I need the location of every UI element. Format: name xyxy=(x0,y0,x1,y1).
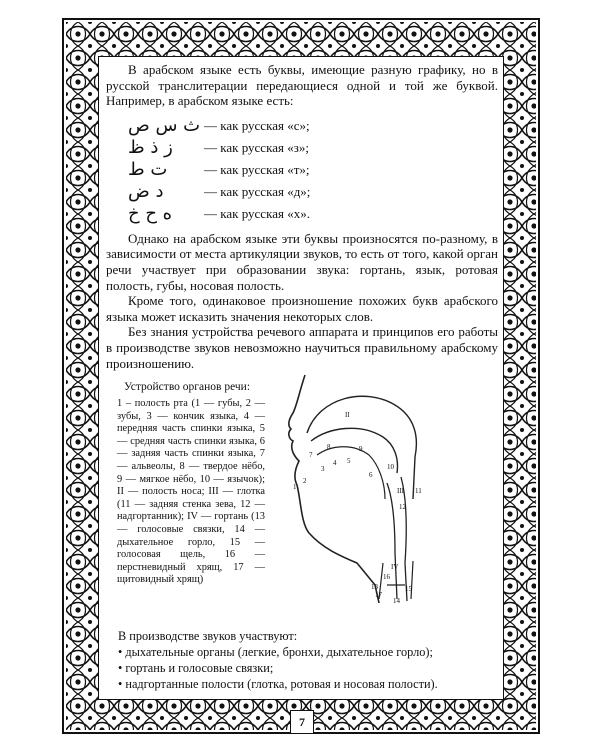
label-15: 15 xyxy=(405,585,412,593)
arabic-letters: ت ط xyxy=(128,159,168,181)
speech-organs-diagram xyxy=(283,373,453,608)
label-7: 7 xyxy=(309,451,313,459)
label-4: 4 xyxy=(333,459,337,467)
letter-row xyxy=(128,115,498,137)
bottom-list xyxy=(118,628,438,692)
oral-cavity-line xyxy=(317,447,385,499)
pharynx-back xyxy=(401,477,407,601)
label-12: 12 xyxy=(399,503,406,511)
row-text: — как русская «д»; xyxy=(204,183,311,199)
label-13: 13 xyxy=(371,583,378,591)
list-item: • гортань и голосовые связки; xyxy=(118,661,274,675)
diagram-title: Устройство органов речи: xyxy=(124,381,251,393)
diagram-legend: 1 – полость рта (1 — губы, 2 — зубы, 3 — кончик языка, 4 — передняя часть спинки языка, 5 — средняя часть спинки языка, 6 — задняя часть спинки языка, 7 — альвеолы, 8 — твердое нёбо, 9 — мягкое нёбо, 10 — язычок); II — полость носа; III — глотка (11 — задняя стенка зева, 12 — надгортанник); IV — гортань (13 — голосовые связки, 14 — дыхательное горло, 15 — голосовая щель, 16 — перстневидный хрящ, 17 — щитовидный хрящ) xyxy=(117,398,265,586)
row-text: — как русская «с»; xyxy=(204,117,310,133)
pharynx-front xyxy=(387,483,397,599)
label-2: 2 xyxy=(303,477,307,485)
label-II: II xyxy=(345,411,350,419)
label-3: 3 xyxy=(321,465,325,473)
arabic-letters: ه ح خ xyxy=(128,203,173,225)
row-text: — как русская «т»; xyxy=(204,161,310,177)
letter-row xyxy=(128,181,498,203)
label-9: 9 xyxy=(359,445,363,453)
label-14: 14 xyxy=(393,597,400,605)
label-IV: IV xyxy=(391,563,399,571)
speech-organs-svg xyxy=(283,373,453,608)
label-III: III xyxy=(397,487,404,495)
profile-outline xyxy=(289,375,379,603)
label-16: 16 xyxy=(383,573,390,581)
label-10: 10 xyxy=(387,463,394,471)
label-17: 17 xyxy=(375,591,382,599)
list-intro: В производстве звуков участвуют: xyxy=(118,629,298,643)
letter-row xyxy=(128,159,498,181)
label-8: 8 xyxy=(327,443,331,451)
label-11: 11 xyxy=(415,487,422,495)
row-text: — как русская «х». xyxy=(204,205,310,221)
label-5: 5 xyxy=(347,457,351,465)
paragraph: Кроме того, одинаковое произношение похожих букв арабского языка может исказить значения некоторых слов. xyxy=(106,293,498,324)
row-text: — как русская «з»; xyxy=(204,139,309,155)
page-number: 7 xyxy=(290,710,314,734)
letter-row xyxy=(128,137,498,159)
arabic-letters: د ض xyxy=(128,181,164,203)
letter-row xyxy=(128,203,498,225)
main-text xyxy=(106,62,498,371)
paragraph: Без знания устройства речевого аппарата и принципов его работы в производстве звуков невозможно научиться правильному арабскому произношению. xyxy=(106,324,498,371)
letter-table xyxy=(128,115,498,225)
arabic-letters: ث س ص xyxy=(128,115,201,137)
paragraph: Однако на арабском языке эти буквы произносятся по-разному, в зависимости от места артикуляции звуков, то есть от того, какой орган речи участвует при образовании звука: гортань, язык, ротовая полость, губы, носовая полость. xyxy=(106,230,498,293)
intro-paragraph: В арабском языке есть буквы, имеющие разную графику, но в русской транслитерации передающиеся одной и той же буквой. Например, в арабском языке есть: xyxy=(106,62,498,109)
arabic-letters: ز ذ ظ xyxy=(128,137,173,159)
list-item: • дыхательные органы (легкие, бронхи, дыхательное горло); xyxy=(118,645,433,659)
label-6: 6 xyxy=(369,471,373,479)
list-item: • надгортанные полости (глотка, ротовая и носовая полости). xyxy=(118,677,438,691)
label-1: 1 xyxy=(293,483,297,491)
